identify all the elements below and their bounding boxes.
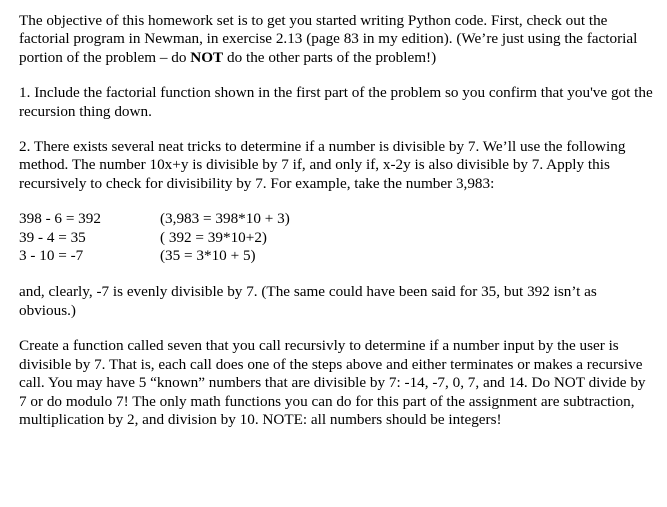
item-2-paragraph: 2. There exists several neat tricks to determine if a number is divisible by 7. We’ll use the following method. The number 10x+y is divisible by 7 if, and only if, x-2y is also divisible by 7. Apply this recursively to check for divisibility by 7. For example, take the number 3,983:	[19, 138, 626, 192]
item-1-paragraph: 1. Include the factorial function shown in the first part of the problem so you confirm that you've got the recursion thing down.	[19, 84, 653, 120]
example-step: 39 - 4 = 35	[19, 228, 86, 246]
intro-paragraph	[19, 12, 653, 67]
intro-bold-not: NOT	[190, 48, 224, 66]
example-step: 398 - 6 = 392	[19, 210, 101, 228]
divisibility-example	[19, 210, 653, 265]
intro-text-part1: The objective of this homework set is to get you started writing Python code. First, check out the factorial program in Newman, in exercise 2.13 (page 83 in my edition). (We’re just using the factorial portion of the problem – do	[19, 12, 638, 66]
conclusion-paragraph: and, clearly, -7 is evenly divisible by 7. (The same could have been said for 35, but 392 isn’t as obvious.)	[19, 283, 597, 319]
intro-text-part2: do the other parts of the problem!)	[223, 48, 437, 66]
example-explanation: (35 = 3*10 + 5)	[160, 247, 256, 265]
example-explanations-column	[160, 210, 653, 265]
example-steps-column	[19, 210, 160, 265]
example-explanation: ( 392 = 39*10+2)	[160, 228, 267, 246]
task-paragraph: Create a function called seven that you call recursivly to determine if a number input by the user is divisible by 7. That is, each call does one of the steps above and either terminates or makes a recursive call. You may have 5 “known” numbers that are divisible by 7: -14, -7, 0, 7, and 14. Do NOT divide by 7 or do modulo 7! The only math functions you can do for this part of the assignment are subtraction, multiplication by 2, and division by 10. NOTE: all numbers should be integers!	[19, 337, 646, 428]
example-step: 3 - 10 = -7	[19, 247, 84, 265]
example-explanation: (3,983 = 398*10 + 3)	[160, 210, 290, 228]
